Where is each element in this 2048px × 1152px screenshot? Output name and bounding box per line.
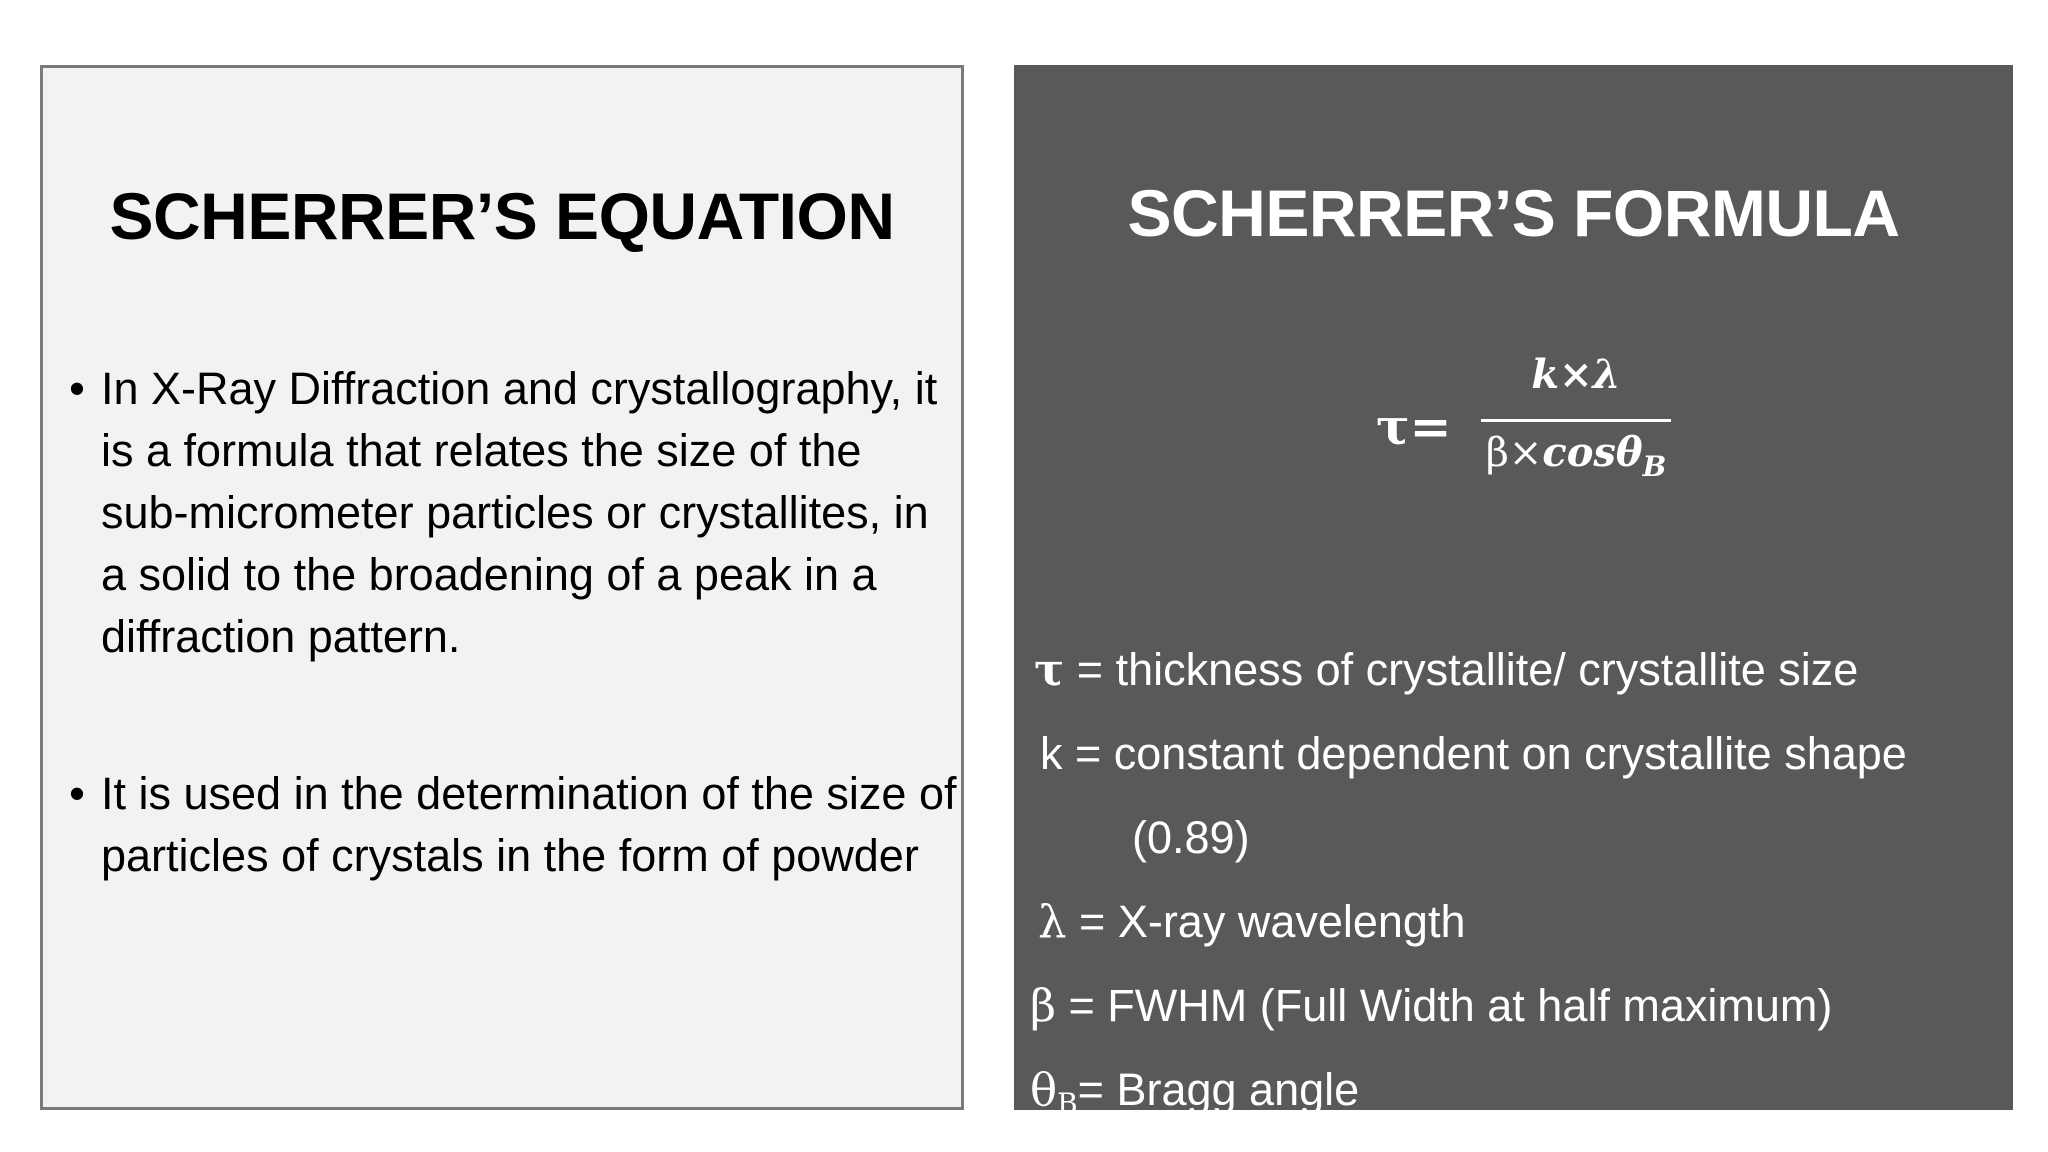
formula-denominator <box>1481 429 1671 483</box>
definition-symbol: β <box>1030 979 1057 1032</box>
panel-title-formula: SCHERRER’S FORMULA <box>1127 176 1900 250</box>
bullet-text: It is used in the determination of the size of particles of crystals in the form of powder <box>101 768 957 881</box>
definition-beta <box>1030 979 1833 1032</box>
definition-text: = thickness of crystallite/ crystallite size <box>1064 644 1859 695</box>
definition-text: (0.89) <box>1132 812 1250 863</box>
formula-panel <box>1014 65 2013 1120</box>
denominator-beta: β× <box>1485 430 1543 476</box>
bullet-dot-icon: • <box>69 363 85 414</box>
definition-text: = FWHM (Full Width at half maximum) <box>1056 980 1833 1031</box>
theta-subscript: B <box>1057 1087 1078 1120</box>
definition-k-value <box>1132 812 1250 863</box>
bullet-item <box>57 358 957 668</box>
formula-lhs: τ= <box>1376 397 1452 456</box>
definition-k <box>1040 728 1907 779</box>
definition-symbol <box>1030 1063 1078 1120</box>
bullet-item <box>57 763 957 887</box>
definition-symbol: τ <box>1034 643 1065 696</box>
definition-panel <box>40 65 964 1110</box>
formula-numerator: k×λ <box>1531 351 1621 398</box>
fraction-bar <box>1481 419 1671 422</box>
panel-title-equation: SCHERRER’S EQUATION <box>109 179 895 253</box>
definition-text: = constant dependent on crystallite shape <box>1062 728 1907 779</box>
definition-text: = Bragg angle <box>1077 1064 1360 1115</box>
denominator-subscript: B <box>1642 450 1667 483</box>
definition-symbol: k <box>1040 728 1063 779</box>
theta-glyph: θ <box>1030 1063 1058 1116</box>
definition-symbol: λ <box>1038 895 1067 948</box>
bullet-list <box>57 358 957 887</box>
bullet-dot-icon: • <box>69 768 85 819</box>
definition-lambda <box>1038 895 1466 948</box>
denominator-cos: cosθ <box>1542 429 1643 476</box>
definition-text: = X-ray wavelength <box>1066 896 1466 947</box>
definition-tau <box>1034 643 1859 696</box>
bullet-text: In X-Ray Diffraction and crystallography, it is a formula that relates the size of the sub-micrometer particles or crystallites, in a solid to the broadening of a peak in a diffraction pattern. <box>101 363 938 662</box>
definition-theta <box>1030 1063 1360 1120</box>
